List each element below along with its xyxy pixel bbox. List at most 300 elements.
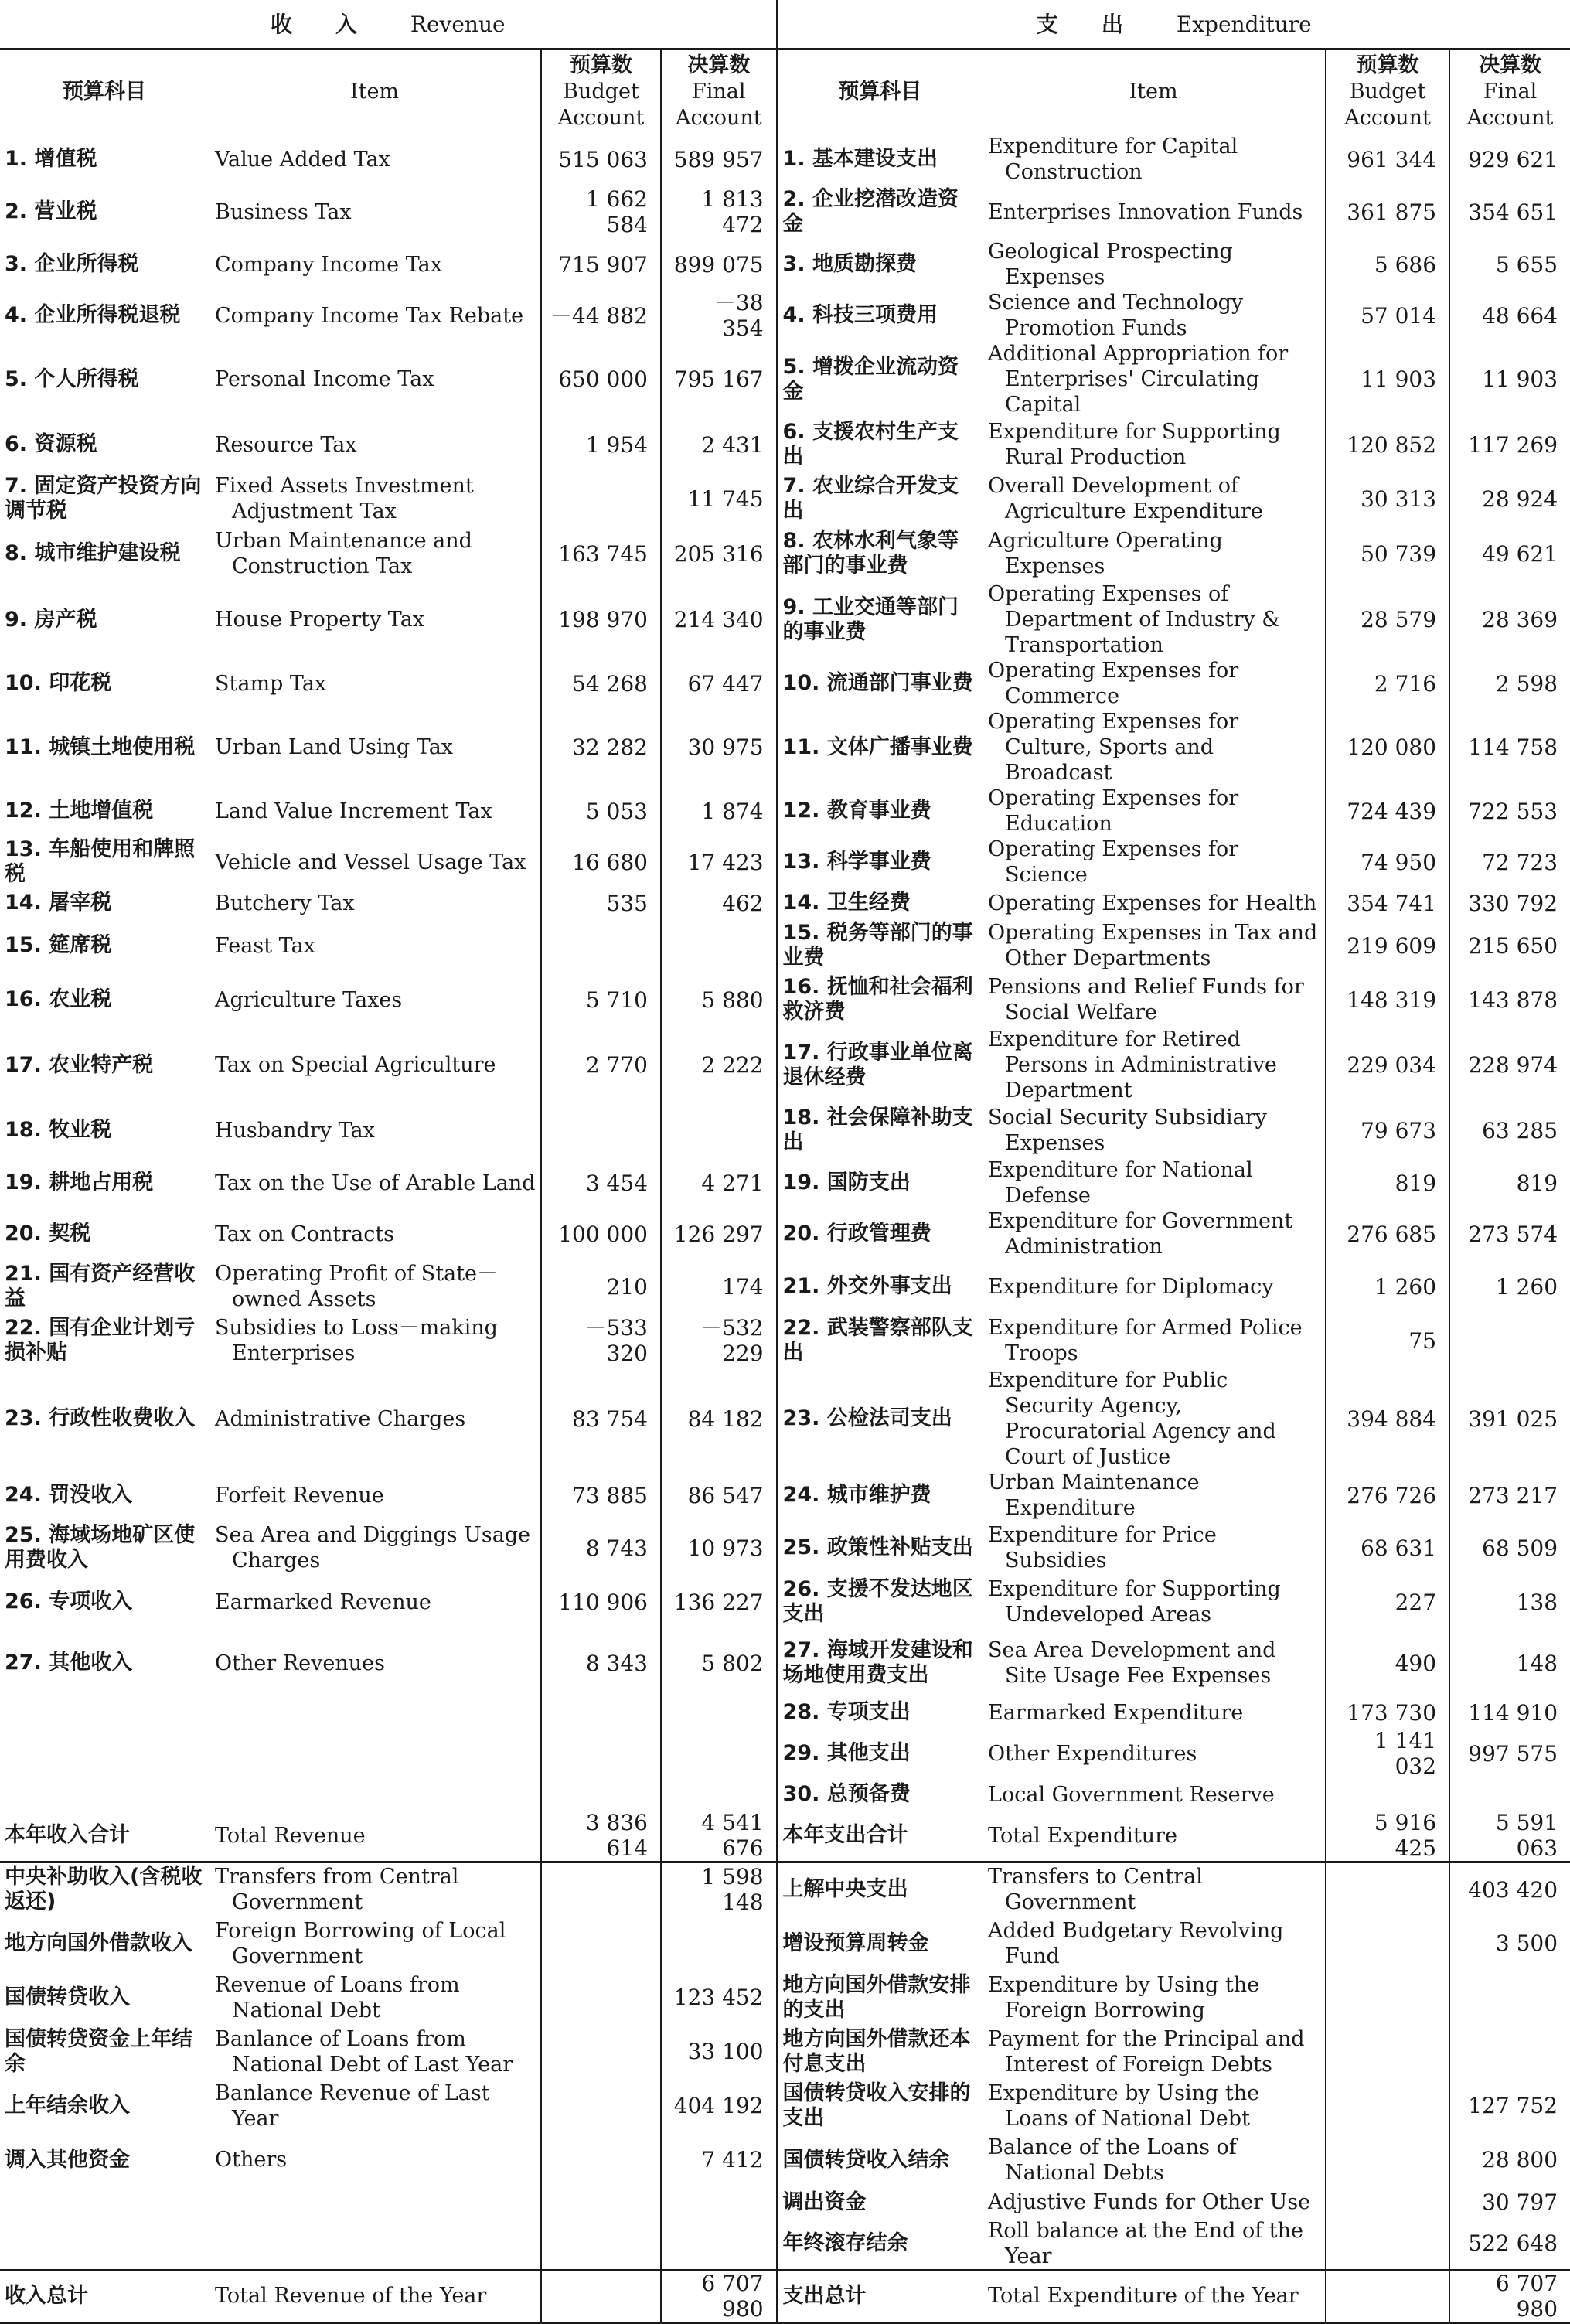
expenditure-budget: 1 141 032 bbox=[1326, 1728, 1449, 1779]
revenue-budget bbox=[541, 2025, 661, 2079]
revenue-item: Personal Income Tax bbox=[215, 367, 434, 391]
expenditure-item: Payment for the Principal and Interest of Foreign Debts bbox=[988, 2026, 1305, 2077]
col-budget-en2: Account bbox=[557, 106, 645, 130]
expenditure-item: Expenditure by Using the Loans of National Debt bbox=[988, 2080, 1260, 2131]
expenditure-title-en: Expenditure bbox=[1176, 11, 1312, 37]
expenditure-budget: 148 319 bbox=[1326, 973, 1449, 1027]
expenditure-item: Expenditure for Retired Persons in Administrative Department bbox=[988, 1027, 1277, 1102]
revenue-budget: 8 343 bbox=[541, 1629, 661, 1697]
revenue-final: 404 192 bbox=[661, 2079, 777, 2133]
expenditure-final: 228 974 bbox=[1449, 1027, 1570, 1103]
expenditure-budget: 120 080 bbox=[1326, 709, 1449, 785]
revenue-budget: 198 970 bbox=[541, 581, 661, 658]
revenue-final bbox=[661, 1103, 777, 1157]
revenue-budget: 5 053 bbox=[541, 785, 661, 837]
table-row bbox=[0, 1971, 1570, 2025]
table-row bbox=[0, 1314, 1570, 1368]
revenue-subject: 23. 行政性收费收入 bbox=[5, 1406, 196, 1430]
revenue-final bbox=[661, 1697, 777, 1728]
expenditure-subject: 27. 海域开发建设和场地使用费支出 bbox=[777, 1629, 982, 1697]
revenue-budget bbox=[541, 2079, 661, 2133]
revenue-budget: 163 745 bbox=[541, 526, 661, 581]
expenditure-budget: 724 439 bbox=[1326, 785, 1449, 837]
revenue-final: 123 452 bbox=[661, 1971, 777, 2025]
table-row bbox=[0, 134, 1570, 185]
expenditure-budget: 74 950 bbox=[1326, 837, 1449, 888]
expenditure-final: 3 500 bbox=[1449, 1917, 1570, 1971]
revenue-budget bbox=[541, 1862, 661, 1917]
expenditure-budget: 961 344 bbox=[1326, 134, 1449, 185]
revenue-final: 7 412 bbox=[661, 2133, 777, 2187]
col-final-en2: Account bbox=[675, 106, 762, 130]
revenue-item: Earmarked Revenue bbox=[215, 1590, 431, 1614]
revenue-final: 589 957 bbox=[661, 134, 777, 185]
expenditure-budget: 354 741 bbox=[1326, 888, 1449, 918]
revenue-item: Husbandry Tax bbox=[215, 1118, 375, 1143]
table-row bbox=[0, 417, 1570, 472]
revenue-subject: 15. 筵席税 bbox=[5, 933, 112, 957]
revenue-final: －532 229 bbox=[661, 1314, 777, 1368]
expenditure-final: 2 598 bbox=[1449, 658, 1570, 709]
expenditure-subject: 29. 其他支出 bbox=[777, 1728, 982, 1779]
expenditure-budget: 5 686 bbox=[1326, 239, 1449, 290]
expenditure-subject: 3. 地质勘探费 bbox=[777, 239, 982, 290]
expenditure-title-cn: 支 出 bbox=[1036, 11, 1123, 37]
expenditure-subject: 2. 企业挖潜改造资金 bbox=[777, 185, 982, 239]
expenditure-final: 68 509 bbox=[1449, 1521, 1570, 1575]
revenue-budget: 535 bbox=[541, 888, 661, 918]
expenditure-final: 722 553 bbox=[1449, 785, 1570, 837]
expenditure-final: 330 792 bbox=[1449, 888, 1570, 918]
revenue-final bbox=[661, 1779, 777, 1810]
col-final-cn: 决算数 bbox=[687, 53, 751, 77]
revenue-final: －38 354 bbox=[661, 290, 777, 341]
expenditure-final: 522 648 bbox=[1449, 2218, 1570, 2270]
expenditure-final: 127 752 bbox=[1449, 2079, 1570, 2133]
expenditure-subject: 26. 支援不发达地区支出 bbox=[777, 1575, 982, 1629]
expenditure-budget bbox=[1326, 2133, 1449, 2187]
expenditure-item: Operating Expenses of Department of Industry & Transportation bbox=[988, 582, 1281, 657]
revenue-subject: 22. 国有企业计划亏损补贴 bbox=[5, 1316, 196, 1365]
revenue-final: 5 802 bbox=[661, 1629, 777, 1697]
revenue-budget: 100 000 bbox=[541, 1208, 661, 1259]
revenue-subject: 12. 土地增值税 bbox=[5, 799, 154, 823]
revenue-budget bbox=[541, 1779, 661, 1810]
expenditure-budget: 57 014 bbox=[1326, 290, 1449, 341]
col-subject-revenue bbox=[0, 49, 209, 135]
revenue-budget: 16 680 bbox=[541, 837, 661, 888]
revenue-item: Feast Tax bbox=[215, 933, 315, 958]
revenue-final bbox=[661, 2187, 777, 2218]
revenue-subject: 6. 资源税 bbox=[5, 432, 97, 456]
revenue-item: Company Income Tax bbox=[215, 252, 442, 277]
expenditure-item: Sea Area Development and Site Usage Fee Expenses bbox=[988, 1638, 1276, 1688]
expenditure-item: Expenditure for Supporting Undeveloped Areas bbox=[988, 1577, 1281, 1627]
revenue-item: Stamp Tax bbox=[215, 671, 327, 696]
revenue-budget bbox=[541, 472, 661, 526]
table-row bbox=[0, 1027, 1570, 1103]
expenditure-budget: 229 034 bbox=[1326, 1027, 1449, 1103]
col-item-revenue bbox=[209, 49, 541, 135]
revenue-subject: 国债转贷资金上年结余 bbox=[5, 2026, 192, 2076]
revenue-budget: 210 bbox=[541, 1259, 661, 1314]
expenditure-budget bbox=[1326, 2270, 1449, 2323]
revenue-final: 899 075 bbox=[661, 239, 777, 290]
expenditure-item: Other Expenditures bbox=[988, 1741, 1197, 1766]
revenue-subject: 16. 农业税 bbox=[5, 987, 112, 1011]
revenue-subject: 4. 企业所得税退税 bbox=[5, 303, 181, 327]
revenue-subject: 21. 国有资产经营收益 bbox=[5, 1262, 196, 1310]
table-row bbox=[0, 185, 1570, 239]
revenue-budget bbox=[541, 2270, 661, 2323]
revenue-budget: 2 770 bbox=[541, 1027, 661, 1103]
revenue-budget: 1 662 584 bbox=[541, 185, 661, 239]
revenue-subject: 3. 企业所得税 bbox=[5, 252, 139, 276]
expenditure-final: 6 707 980 bbox=[1449, 2270, 1570, 2323]
expenditure-final: 72 723 bbox=[1449, 837, 1570, 888]
expenditure-final bbox=[1449, 1971, 1570, 2025]
expenditure-item: Science and Technology Promotion Funds bbox=[988, 291, 1244, 340]
col-subject-label: 预算科目 bbox=[838, 80, 922, 104]
expenditure-final: 215 650 bbox=[1449, 918, 1570, 973]
expenditure-subject: 6. 支援农村生产支出 bbox=[777, 417, 982, 472]
revenue-item: Agriculture Taxes bbox=[215, 987, 403, 1012]
expenditure-budget bbox=[1326, 2187, 1449, 2218]
table-row bbox=[0, 2187, 1570, 2218]
expenditure-budget: 276 685 bbox=[1326, 1208, 1449, 1259]
expenditure-subject: 21. 外交外事支出 bbox=[777, 1259, 982, 1314]
revenue-item: Vehicle and Vessel Usage Tax bbox=[215, 850, 526, 874]
expenditure-subject: 上解中央支出 bbox=[777, 1862, 982, 1917]
expenditure-subject: 20. 行政管理费 bbox=[777, 1208, 982, 1259]
expenditure-item: Overall Development of Agriculture Expenditure bbox=[988, 474, 1263, 523]
expenditure-budget bbox=[1326, 2025, 1449, 2079]
table-row bbox=[0, 918, 1570, 973]
revenue-item: Others bbox=[215, 2148, 288, 2172]
revenue-final: 17 423 bbox=[661, 837, 777, 888]
revenue-subject: 19. 耕地占用税 bbox=[5, 1171, 154, 1194]
col-final-revenue bbox=[661, 49, 777, 135]
expenditure-budget bbox=[1326, 1917, 1449, 1971]
revenue-budget: 515 063 bbox=[541, 134, 661, 185]
expenditure-budget: 2 716 bbox=[1326, 658, 1449, 709]
expenditure-subject: 1. 基本建设支出 bbox=[777, 134, 982, 185]
revenue-subject: 11. 城镇土地使用税 bbox=[5, 734, 196, 759]
revenue-item: Butchery Tax bbox=[215, 891, 355, 915]
expenditure-budget: 75 bbox=[1326, 1314, 1449, 1368]
expenditure-final: 117 269 bbox=[1449, 417, 1570, 472]
expenditure-subject: 16. 抚恤和社会福利救济费 bbox=[777, 973, 982, 1027]
table-row bbox=[0, 1208, 1570, 1259]
expenditure-final: 354 651 bbox=[1449, 185, 1570, 239]
revenue-budget: 650 000 bbox=[541, 341, 661, 417]
expenditure-final: 138 bbox=[1449, 1575, 1570, 1629]
expenditure-final: 48 664 bbox=[1449, 290, 1570, 341]
expenditure-item: Transfers to Central Government bbox=[982, 1862, 1326, 1917]
expenditure-budget: 219 609 bbox=[1326, 918, 1449, 973]
expenditure-subject: 11. 文体广播事业费 bbox=[777, 709, 982, 785]
expenditure-subject: 14. 卫生经费 bbox=[777, 888, 982, 918]
expenditure-item: Roll balance at the End of the Year bbox=[988, 2218, 1304, 2268]
expenditure-budget: 173 730 bbox=[1326, 1697, 1449, 1728]
revenue-item: Banlance of Loans from National Debt of Last Year bbox=[215, 2026, 513, 2077]
col-budget-cn: 预算数 bbox=[570, 53, 632, 77]
expenditure-final: 30 797 bbox=[1449, 2187, 1570, 2218]
table-row bbox=[0, 658, 1570, 709]
expenditure-final: 28 800 bbox=[1449, 2133, 1570, 2187]
table-row bbox=[0, 1521, 1570, 1575]
revenue-item: Forfeit Revenue bbox=[215, 1483, 384, 1508]
revenue-subject: 10. 印花税 bbox=[5, 671, 112, 695]
table-row bbox=[0, 785, 1570, 837]
revenue-item bbox=[209, 2187, 541, 2218]
expenditure-item: Total Expenditure of the Year bbox=[982, 2270, 1326, 2323]
expenditure-section-header bbox=[777, 0, 1570, 49]
table-row bbox=[0, 526, 1570, 581]
revenue-item: Tax on Special Agriculture bbox=[215, 1053, 496, 1077]
expenditure-budget bbox=[1326, 1862, 1449, 1917]
expenditure-final: 63 285 bbox=[1449, 1103, 1570, 1157]
revenue-subject: 收入总计 bbox=[0, 2270, 209, 2323]
revenue-budget: 5 710 bbox=[541, 973, 661, 1027]
expenditure-item: Expenditure for Armed Police Troops bbox=[988, 1316, 1303, 1365]
expenditure-final: 114 910 bbox=[1449, 1697, 1570, 1728]
expenditure-final: 5 591 063 bbox=[1449, 1810, 1570, 1862]
expenditure-final: 1 260 bbox=[1449, 1259, 1570, 1314]
revenue-budget bbox=[541, 2218, 661, 2270]
col-subject-expenditure bbox=[777, 49, 982, 135]
revenue-final: 33 100 bbox=[661, 2025, 777, 2079]
expenditure-subject: 13. 科学事业费 bbox=[777, 837, 982, 888]
revenue-item: Urban Land Using Tax bbox=[215, 735, 454, 759]
expenditure-subject: 调出资金 bbox=[777, 2187, 982, 2218]
col-final-en2: Account bbox=[1466, 106, 1554, 130]
expenditure-subject: 4. 科技三项费用 bbox=[777, 290, 982, 341]
revenue-final: 136 227 bbox=[661, 1575, 777, 1629]
col-subject-label: 预算科目 bbox=[63, 80, 146, 104]
revenue-item: Value Added Tax bbox=[215, 147, 390, 172]
expenditure-subject: 10. 流通部门事业费 bbox=[777, 658, 982, 709]
revenue-subject: 27. 其他收入 bbox=[5, 1651, 133, 1675]
revenue-budget: 110 906 bbox=[541, 1575, 661, 1629]
expenditure-item: Adjustive Funds for Other Use bbox=[988, 2190, 1311, 2214]
revenue-final: 2 431 bbox=[661, 417, 777, 472]
revenue-budget bbox=[541, 1697, 661, 1728]
table-row bbox=[0, 1575, 1570, 1629]
revenue-item bbox=[209, 2218, 541, 2270]
col-item-label: Item bbox=[349, 80, 400, 104]
revenue-item: Fixed Assets Investment Adjustment Tax bbox=[215, 474, 474, 523]
expenditure-budget: 11 903 bbox=[1326, 341, 1449, 417]
revenue-item: Banlance Revenue of Last Year bbox=[215, 2080, 490, 2131]
revenue-subject: 中央补助收入(含税收返还) bbox=[0, 1862, 209, 1917]
expenditure-subject: 地方向国外借款还本付息支出 bbox=[777, 2025, 982, 2079]
revenue-subject: 2. 营业税 bbox=[5, 199, 97, 223]
table-row bbox=[0, 2025, 1570, 2079]
revenue-final: 86 547 bbox=[661, 1470, 777, 1521]
table-row bbox=[0, 1259, 1570, 1314]
expenditure-subject: 本年支出合计 bbox=[777, 1810, 982, 1862]
revenue-subject: 25. 海域场地矿区使用费收入 bbox=[5, 1523, 196, 1572]
revenue-final: 67 447 bbox=[661, 658, 777, 709]
expenditure-subject: 国债转贷收入安排的支出 bbox=[777, 2079, 982, 2133]
revenue-item: Tax on the Use of Arable Land bbox=[215, 1171, 536, 1195]
expenditure-subject: 8. 农林水利气象等部门的事业费 bbox=[777, 526, 982, 581]
expenditure-item: Total Expenditure bbox=[988, 1823, 1178, 1848]
revenue-section-header bbox=[0, 0, 777, 49]
revenue-item: Other Revenues bbox=[215, 1651, 385, 1675]
revenue-subject: 18. 牧业税 bbox=[5, 1118, 112, 1142]
revenue-budget: 3 836 614 bbox=[541, 1810, 661, 1862]
expenditure-budget: 79 673 bbox=[1326, 1103, 1449, 1157]
revenue-final: 795 167 bbox=[661, 341, 777, 417]
expenditure-subject: 12. 教育事业费 bbox=[777, 785, 982, 837]
expenditure-item: Expenditure for National Defense bbox=[988, 1158, 1253, 1208]
revenue-subject: 5. 个人所得税 bbox=[5, 366, 139, 391]
expenditure-final: 11 903 bbox=[1449, 341, 1570, 417]
expenditure-final: 403 420 bbox=[1449, 1862, 1570, 1917]
revenue-budget: 3 454 bbox=[541, 1157, 661, 1208]
col-final-en1: Final bbox=[1483, 80, 1538, 104]
expenditure-item: Balance of the Loans of National Debts bbox=[988, 2135, 1237, 2185]
table-row bbox=[0, 472, 1570, 526]
table-row bbox=[0, 973, 1570, 1027]
budget-rows bbox=[0, 134, 1570, 2322]
expenditure-final: 997 575 bbox=[1449, 1728, 1570, 1779]
revenue-subject: 1. 增值税 bbox=[5, 147, 97, 171]
expenditure-subject: 25. 政策性补贴支出 bbox=[777, 1521, 982, 1575]
expenditure-item: Expenditure for Diplomacy bbox=[988, 1274, 1274, 1299]
revenue-final: 84 182 bbox=[661, 1368, 777, 1470]
revenue-budget: 83 754 bbox=[541, 1368, 661, 1470]
revenue-subject: 7. 固定资产投资方向调节税 bbox=[5, 474, 202, 523]
revenue-final: 4 271 bbox=[661, 1157, 777, 1208]
expenditure-subject: 9. 工业交通等部门的事业费 bbox=[777, 581, 982, 658]
table-row bbox=[0, 239, 1570, 290]
revenue-subject: 20. 契税 bbox=[5, 1222, 91, 1245]
revenue-budget: －533 320 bbox=[541, 1314, 661, 1368]
revenue-final: 5 880 bbox=[661, 973, 777, 1027]
expenditure-subject: 18. 社会保障补助支出 bbox=[777, 1103, 982, 1157]
expenditure-item: Geological Prospecting Expenses bbox=[988, 240, 1233, 289]
revenue-final: 1 813 472 bbox=[661, 185, 777, 239]
revenue-budget: 73 885 bbox=[541, 1470, 661, 1521]
revenue-subject: 26. 专项收入 bbox=[5, 1590, 133, 1614]
revenue-budget bbox=[541, 1971, 661, 2025]
revenue-budget bbox=[541, 2133, 661, 2187]
expenditure-item: Social Security Subsidiary Expenses bbox=[988, 1106, 1267, 1155]
col-budget-cn: 预算数 bbox=[1356, 53, 1419, 77]
expenditure-item: Expenditure for Capital Construction bbox=[988, 135, 1238, 184]
expenditure-final: 929 621 bbox=[1449, 134, 1570, 185]
col-budget-expenditure bbox=[1326, 49, 1449, 135]
expenditure-item: Operating Expenses for Commerce bbox=[988, 659, 1239, 708]
table-row bbox=[0, 1917, 1570, 1971]
expenditure-budget: 1 260 bbox=[1326, 1259, 1449, 1314]
revenue-budget: －44 882 bbox=[541, 290, 661, 341]
revenue-item: Resource Tax bbox=[215, 432, 357, 457]
expenditure-final: 114 758 bbox=[1449, 709, 1570, 785]
expenditure-final: 148 bbox=[1449, 1629, 1570, 1697]
revenue-final: 214 340 bbox=[661, 581, 777, 658]
table-row bbox=[0, 581, 1570, 658]
revenue-budget bbox=[541, 1917, 661, 1971]
expenditure-subject: 17. 行政事业单位离退休经费 bbox=[777, 1027, 982, 1103]
expenditure-budget: 227 bbox=[1326, 1575, 1449, 1629]
expenditure-budget: 68 631 bbox=[1326, 1521, 1449, 1575]
revenue-item bbox=[209, 1728, 541, 1779]
revenue-item: Total Revenue bbox=[215, 1823, 366, 1848]
expenditure-budget bbox=[1326, 1779, 1449, 1810]
revenue-final: 11 745 bbox=[661, 472, 777, 526]
revenue-item: Urban Maintenance and Construction Tax bbox=[215, 529, 472, 578]
revenue-final: 1 598 148 bbox=[661, 1862, 777, 1917]
revenue-final: 2 222 bbox=[661, 1027, 777, 1103]
expenditure-item: Additional Appropriation for Enterprises' Circulating Capital bbox=[988, 342, 1289, 417]
revenue-final: 174 bbox=[661, 1259, 777, 1314]
expenditure-budget: 120 852 bbox=[1326, 417, 1449, 472]
expenditure-subject: 30. 总预备费 bbox=[777, 1779, 982, 1810]
col-final-expenditure bbox=[1449, 49, 1570, 135]
col-item-expenditure bbox=[982, 49, 1326, 135]
expenditure-budget: 361 875 bbox=[1326, 185, 1449, 239]
revenue-subject: 地方向国外借款收入 bbox=[5, 1930, 192, 1955]
revenue-budget: 54 268 bbox=[541, 658, 661, 709]
revenue-item: House Property Tax bbox=[215, 608, 425, 632]
revenue-item: Transfers from Central Government bbox=[209, 1862, 541, 1917]
revenue-title-cn: 收 入 bbox=[270, 11, 357, 37]
column-header-row bbox=[0, 49, 1570, 135]
revenue-final: 1 874 bbox=[661, 785, 777, 837]
expenditure-subject: 19. 国防支出 bbox=[777, 1157, 982, 1208]
table-row bbox=[0, 1629, 1570, 1697]
revenue-final bbox=[661, 2218, 777, 2270]
expenditure-subject: 5. 增拨企业流动资金 bbox=[777, 341, 982, 417]
revenue-budget: 8 743 bbox=[541, 1521, 661, 1575]
expenditure-final: 49 621 bbox=[1449, 526, 1570, 581]
expenditure-item: Earmarked Expenditure bbox=[988, 1700, 1244, 1725]
expenditure-budget: 28 579 bbox=[1326, 581, 1449, 658]
revenue-budget: 32 282 bbox=[541, 709, 661, 785]
expenditure-item: Added Budgetary Revolving Fund bbox=[988, 1918, 1284, 1968]
revenue-subject: 调入其他资金 bbox=[5, 2147, 130, 2172]
revenue-item bbox=[209, 1697, 541, 1728]
table-row bbox=[0, 1779, 1570, 1810]
expenditure-item: Operating Expenses for Culture, Sports and Broadcast bbox=[988, 710, 1239, 785]
section-header-row bbox=[0, 0, 1570, 49]
revenue-item: Revenue of Loans from National Debt bbox=[215, 1972, 460, 2022]
revenue-final: 10 973 bbox=[661, 1521, 777, 1575]
revenue-subject: 国债转贷收入 bbox=[5, 1985, 130, 2009]
revenue-subject: 14. 屠宰税 bbox=[5, 891, 112, 915]
table-row bbox=[0, 709, 1570, 785]
revenue-budget bbox=[541, 1728, 661, 1779]
expenditure-budget bbox=[1326, 2079, 1449, 2133]
revenue-subject bbox=[0, 2187, 209, 2218]
revenue-subject bbox=[0, 1697, 209, 1728]
expenditure-final: 143 878 bbox=[1449, 973, 1570, 1027]
grand-total-row bbox=[0, 2270, 1570, 2323]
table-row bbox=[0, 1470, 1570, 1521]
revenue-subject bbox=[0, 2218, 209, 2270]
col-budget-revenue bbox=[541, 49, 661, 135]
revenue-item: Total Revenue of the Year bbox=[209, 2270, 541, 2323]
revenue-item: Business Tax bbox=[215, 199, 352, 224]
col-budget-en1: Budget bbox=[563, 80, 639, 104]
revenue-final bbox=[661, 918, 777, 973]
table-row bbox=[0, 837, 1570, 888]
expenditure-item: Expenditure for Government Administration bbox=[988, 1209, 1293, 1259]
